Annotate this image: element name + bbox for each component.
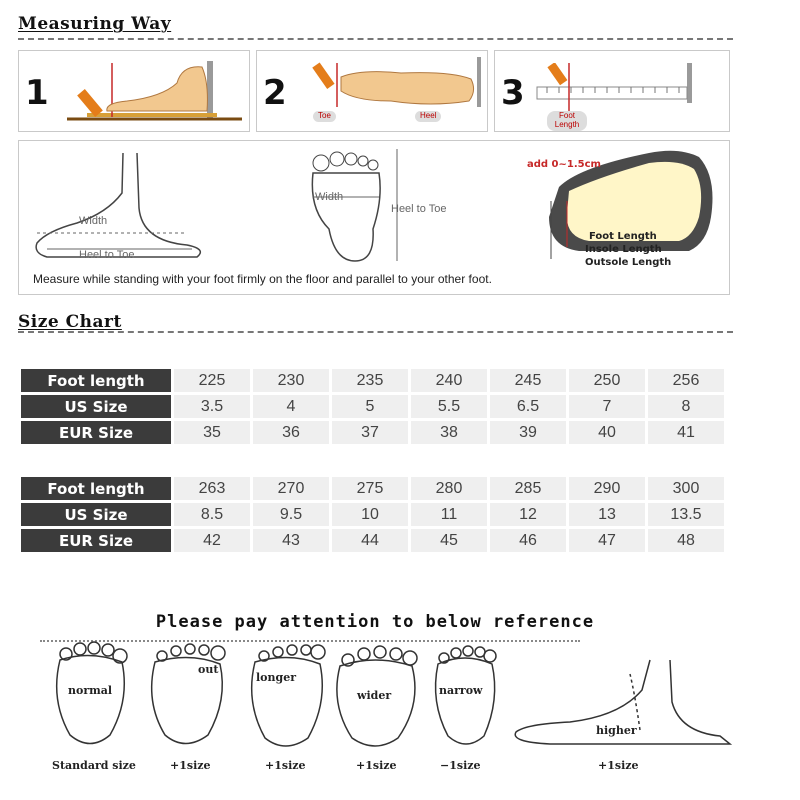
foot-word-longer: longer [256,671,296,684]
side-foot-outline [27,153,217,263]
table-cell: 235 [332,369,408,392]
table-cell: 41 [648,421,724,444]
step-1-foot-illustration [67,53,247,131]
step-1-panel [18,50,250,132]
row-header: EUR Size [21,529,171,552]
row-header: US Size [21,395,171,418]
foot-length-tag: Foot Length [547,111,587,131]
table-cell: 245 [490,369,566,392]
table-cell: 263 [174,477,250,500]
size-table-2 [18,474,727,555]
table-cell: 48 [648,529,724,552]
table-cell: 39 [490,421,566,444]
row-header: Foot length [21,369,171,392]
table-row [21,421,724,444]
table-cell: 44 [332,529,408,552]
caption-higher: +1size [598,759,639,772]
step-2-foot-illustration [301,57,481,117]
table-cell: 13.5 [648,503,724,526]
add-note: add 0~1.5cm [527,159,601,170]
pencil-icon [312,62,334,88]
foot-word-wider: wider [357,689,392,702]
title-divider [18,38,733,40]
table-cell: 43 [253,529,329,552]
table-cell: 35 [174,421,250,444]
caption-standard-size: Standard size [52,759,136,772]
table-row [21,477,724,500]
row-header: US Size [21,503,171,526]
table-cell: 256 [648,369,724,392]
table-cell: 37 [332,421,408,444]
width-label-side: Width [79,215,108,227]
size-chart-title: Size Chart [18,312,122,332]
table-cell: 3.5 [174,395,250,418]
table-row [21,529,724,552]
table-cell: 270 [253,477,329,500]
caption-longer: +1size [265,759,306,772]
heel-tag: Heel [415,111,441,122]
table-cell: 12 [490,503,566,526]
table-cell: 280 [411,477,487,500]
table-cell: 8 [648,395,724,418]
table-cell: 6.5 [490,395,566,418]
table-row [21,503,724,526]
step-number: 2 [263,73,287,113]
caption-narrow: −1size [440,759,481,772]
table-cell: 275 [332,477,408,500]
table-cell: 285 [490,477,566,500]
width-label-top: Width [315,191,344,203]
step-3-ruler-illustration [535,63,715,113]
step-number: 3 [501,73,525,113]
size-chart-divider [18,331,733,333]
step-number: 1 [25,73,49,113]
caption-out: +1size [170,759,211,772]
foot-length-label: Foot Length [589,231,657,242]
insole-length-label: Insole Length [585,244,662,255]
table-cell: 300 [648,477,724,500]
table-row [21,369,724,392]
table-cell: 13 [569,503,645,526]
table-cell: 250 [569,369,645,392]
table-row [21,395,724,418]
foot-word-narrow: narrow [439,684,483,697]
table-cell: 38 [411,421,487,444]
measure-instruction: Measure while standing with your foot firmly on the floor and parallel to your other foot. [33,272,492,286]
table-cell: 5 [332,395,408,418]
measuring-way-title: Measuring Way [18,14,172,34]
table-cell: 9.5 [253,503,329,526]
toe-tag: Toe [313,111,336,122]
pencil-icon [547,63,567,85]
reference-title: Please pay attention to below reference [155,612,595,632]
heel-to-toe-top: Heel to Toe [391,203,447,215]
row-header: EUR Size [21,421,171,444]
caption-wider: +1size [356,759,397,772]
table-cell: 36 [253,421,329,444]
table-cell: 40 [569,421,645,444]
table-cell: 47 [569,529,645,552]
table-cell: 42 [174,529,250,552]
table-cell: 5.5 [411,395,487,418]
table-cell: 10 [332,503,408,526]
size-table-1 [18,366,727,447]
table-cell: 8.5 [174,503,250,526]
measure-detail-panel [18,140,730,295]
step-2-panel [256,50,488,132]
foot-word-higher: higher [596,724,637,737]
outsole-length-label: Outsole Length [585,257,672,268]
table-cell: 240 [411,369,487,392]
foot-word-out: out [198,663,219,676]
pencil-icon [77,89,103,117]
table-cell: 290 [569,477,645,500]
table-cell: 11 [411,503,487,526]
reference-feet-illustration [30,640,790,755]
step-3-panel [494,50,730,132]
table-cell: 4 [253,395,329,418]
table-cell: 230 [253,369,329,392]
table-cell: 225 [174,369,250,392]
table-cell: 46 [490,529,566,552]
table-cell: 45 [411,529,487,552]
heel-to-toe-side: Heel to Toe [79,249,135,261]
foot-word-normal: normal [68,684,113,697]
row-header: Foot length [21,477,171,500]
table-cell: 7 [569,395,645,418]
